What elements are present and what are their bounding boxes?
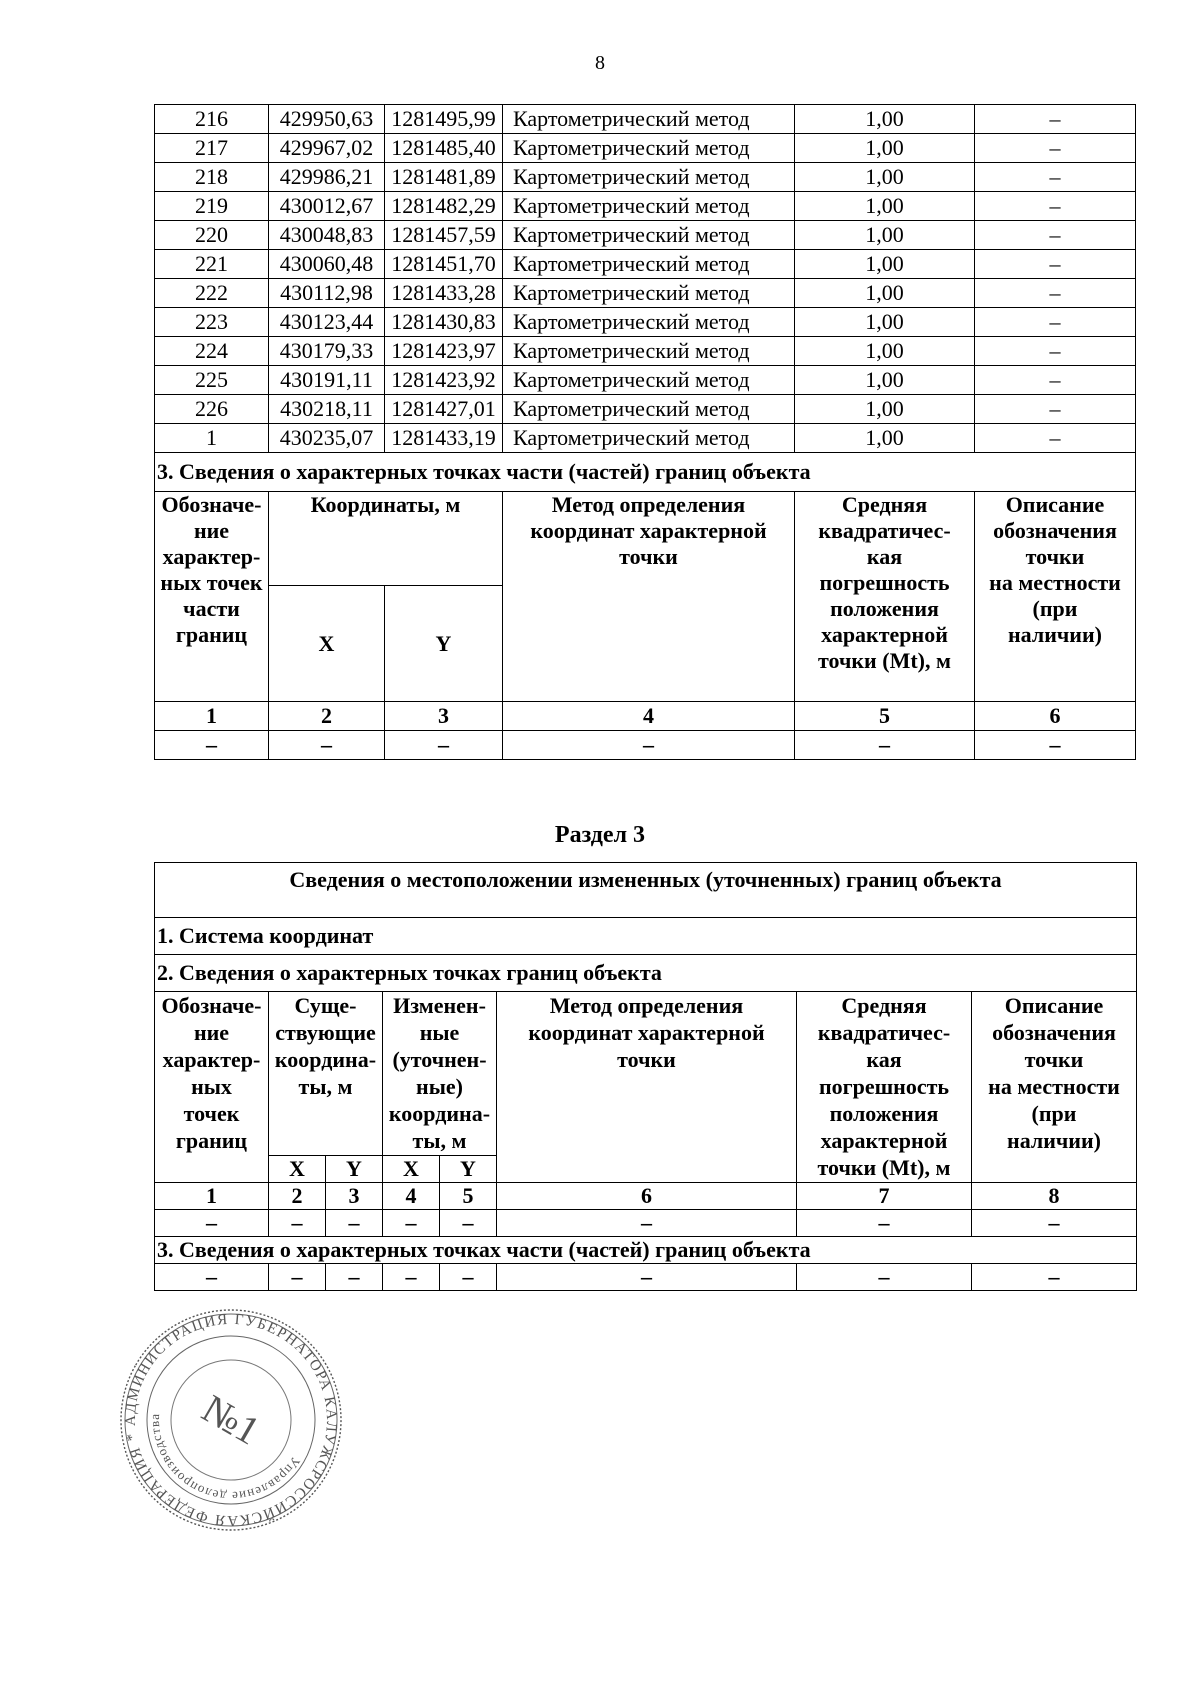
- point-id-cell: 224: [155, 337, 269, 366]
- empty-cell: –: [326, 1264, 383, 1291]
- table-title: Сведения о местоположении измененных (уточненных) границ объекта: [155, 863, 1137, 918]
- coord-y-cell: 1281433,28: [385, 279, 503, 308]
- empty-cell: –: [497, 1264, 797, 1291]
- empty-cell: –: [972, 1210, 1137, 1237]
- description-cell: –: [975, 366, 1136, 395]
- point-id-cell: 226: [155, 395, 269, 424]
- empty-cell: –: [797, 1210, 972, 1237]
- point-id-cell: 219: [155, 192, 269, 221]
- method-cell: Картометрический метод: [503, 395, 795, 424]
- description-cell: –: [975, 134, 1136, 163]
- header-error: Средняя квадратичес- кая погрешность положения характерной точки (Mt), м: [795, 492, 975, 702]
- col-number: 6: [497, 1183, 797, 1210]
- coord-x-cell: 430123,44: [269, 308, 385, 337]
- coord-y-cell: 1281427,01: [385, 395, 503, 424]
- empty-cell: –: [383, 1264, 440, 1291]
- table-row: [155, 279, 1136, 308]
- empty-cell: –: [385, 731, 503, 760]
- empty-cell: –: [503, 731, 795, 760]
- col-number: 8: [972, 1183, 1137, 1210]
- table-row: [155, 395, 1136, 424]
- stamp-outer-text: РОССИЙСКАЯ ФЕДЕРАЦИЯ * АДМИНИСТРАЦИЯ ГУБЕРНАТОРА КАЛУЖСКОЙ: [122, 1311, 340, 1529]
- description-cell: –: [975, 308, 1136, 337]
- coord-x-cell: 430191,11: [269, 366, 385, 395]
- description-cell: –: [975, 337, 1136, 366]
- header-x: X: [383, 1156, 440, 1183]
- col-number: 3: [326, 1183, 383, 1210]
- header-designation: Обозначе- ние характер- ных точек части границ: [155, 492, 269, 702]
- header-y: Y: [326, 1156, 383, 1183]
- empty-cell: –: [155, 731, 269, 760]
- header-changed-coords: Изменен- ные (уточнен- ные) координа- ты, м: [383, 992, 497, 1156]
- coord-y-cell: 1281451,70: [385, 250, 503, 279]
- table-row: [155, 192, 1136, 221]
- description-cell: –: [975, 250, 1136, 279]
- col-number: 1: [155, 1183, 269, 1210]
- parts-section-title: 3. Сведения о характерных точках части (частей) границ объекта: [155, 453, 1136, 492]
- point-id-cell: 220: [155, 221, 269, 250]
- points-table-body: [155, 105, 1136, 453]
- coord-x-cell: 430048,83: [269, 221, 385, 250]
- table-row: [155, 163, 1136, 192]
- col-number: 3: [385, 702, 503, 731]
- method-cell: Картометрический метод: [503, 105, 795, 134]
- method-cell: Картометрический метод: [503, 308, 795, 337]
- method-cell: Картометрический метод: [503, 366, 795, 395]
- description-cell: –: [975, 279, 1136, 308]
- point-id-cell: 1: [155, 424, 269, 453]
- coord-y-cell: 1281482,29: [385, 192, 503, 221]
- table-row: [155, 221, 1136, 250]
- coord-x-cell: 429950,63: [269, 105, 385, 134]
- section-title: Раздел 3: [554, 822, 646, 848]
- error-cell: 1,00: [795, 134, 975, 163]
- col-number: 6: [975, 702, 1136, 731]
- header-designation: Обозначе- ние характер- ных точек границ: [155, 992, 269, 1183]
- coord-y-cell: 1281485,40: [385, 134, 503, 163]
- coord-x-cell: 430012,67: [269, 192, 385, 221]
- description-cell: –: [975, 163, 1136, 192]
- method-cell: Картометрический метод: [503, 424, 795, 453]
- empty-cell: –: [795, 731, 975, 760]
- error-cell: 1,00: [795, 308, 975, 337]
- method-cell: Картометрический метод: [503, 221, 795, 250]
- col-number: 5: [795, 702, 975, 731]
- col-number: 2: [269, 702, 385, 731]
- table-row: [155, 337, 1136, 366]
- empty-cell: –: [440, 1264, 497, 1291]
- header-error: Средняя квадратичес- кая погрешность положения характерной точки (Mt), м: [797, 992, 972, 1183]
- coord-x-cell: 430235,07: [269, 424, 385, 453]
- coord-y-cell: 1281423,92: [385, 366, 503, 395]
- point-id-cell: 225: [155, 366, 269, 395]
- empty-cell: –: [972, 1264, 1137, 1291]
- header-y: Y: [385, 586, 503, 702]
- stamp-inner-text: Управление делопроизводства: [146, 1412, 304, 1505]
- coord-y-cell: 1281423,97: [385, 337, 503, 366]
- table-row: [155, 250, 1136, 279]
- header-description: Описание обозначения точки на местности (при наличии): [972, 992, 1137, 1183]
- points-section-title: 2. Сведения о характерных точках границ объекта: [155, 955, 1137, 992]
- point-id-cell: 221: [155, 250, 269, 279]
- table-row: [155, 308, 1136, 337]
- method-cell: Картометрический метод: [503, 279, 795, 308]
- description-cell: –: [975, 424, 1136, 453]
- empty-cell: –: [440, 1210, 497, 1237]
- official-stamp: [116, 1305, 346, 1535]
- empty-cell: –: [269, 1264, 326, 1291]
- page-number: 8: [595, 52, 605, 74]
- coord-x-cell: 429986,21: [269, 163, 385, 192]
- empty-cell: –: [497, 1210, 797, 1237]
- point-id-cell: 222: [155, 279, 269, 308]
- error-cell: 1,00: [795, 366, 975, 395]
- coord-x-cell: 430060,48: [269, 250, 385, 279]
- coord-y-cell: 1281430,83: [385, 308, 503, 337]
- coord-y-cell: 1281495,99: [385, 105, 503, 134]
- col-number: 1: [155, 702, 269, 731]
- error-cell: 1,00: [795, 337, 975, 366]
- point-id-cell: 217: [155, 134, 269, 163]
- header-existing-coords: Суще- ствующие координа- ты, м: [269, 992, 383, 1156]
- error-cell: 1,00: [795, 395, 975, 424]
- col-number: 5: [440, 1183, 497, 1210]
- empty-cell: –: [155, 1264, 269, 1291]
- method-cell: Картометрический метод: [503, 192, 795, 221]
- col-number: 2: [269, 1183, 326, 1210]
- description-cell: –: [975, 192, 1136, 221]
- method-cell: Картометрический метод: [503, 163, 795, 192]
- coord-y-cell: 1281481,89: [385, 163, 503, 192]
- coord-x-cell: 430112,98: [269, 279, 385, 308]
- empty-cell: –: [326, 1210, 383, 1237]
- header-coordinates: Координаты, м: [269, 492, 503, 586]
- error-cell: 1,00: [795, 279, 975, 308]
- empty-cell: –: [155, 1210, 269, 1237]
- method-cell: Картометрический метод: [503, 337, 795, 366]
- changed-boundaries-table: [154, 862, 1137, 1291]
- table-row: [155, 424, 1136, 453]
- error-cell: 1,00: [795, 221, 975, 250]
- col-number: 4: [503, 702, 795, 731]
- empty-cell: –: [797, 1264, 972, 1291]
- coord-x-cell: 430218,11: [269, 395, 385, 424]
- coord-y-cell: 1281457,59: [385, 221, 503, 250]
- description-cell: –: [975, 221, 1136, 250]
- error-cell: 1,00: [795, 192, 975, 221]
- error-cell: 1,00: [795, 424, 975, 453]
- point-id-cell: 216: [155, 105, 269, 134]
- header-y: Y: [440, 1156, 497, 1183]
- coord-y-cell: 1281433,19: [385, 424, 503, 453]
- points-table: [154, 104, 1136, 760]
- table-row: [155, 105, 1136, 134]
- stamp-number: №1: [194, 1385, 268, 1454]
- parts-section-title: 3. Сведения о характерных точках части (частей) границ объекта: [155, 1237, 1137, 1264]
- table-row: [155, 366, 1136, 395]
- header-description: Описание обозначения точки на местности (при наличии): [975, 492, 1136, 702]
- header-method: Метод определения координат характерной точки: [503, 492, 795, 702]
- error-cell: 1,00: [795, 163, 975, 192]
- method-cell: Картометрический метод: [503, 134, 795, 163]
- header-x: X: [269, 586, 385, 702]
- coord-system-title: 1. Система координат: [155, 918, 1137, 955]
- header-method: Метод определения координат характерной точки: [497, 992, 797, 1183]
- point-id-cell: 218: [155, 163, 269, 192]
- coord-x-cell: 430179,33: [269, 337, 385, 366]
- error-cell: 1,00: [795, 250, 975, 279]
- col-number: 4: [383, 1183, 440, 1210]
- col-number: 7: [797, 1183, 972, 1210]
- coord-x-cell: 429967,02: [269, 134, 385, 163]
- description-cell: –: [975, 395, 1136, 424]
- description-cell: –: [975, 105, 1136, 134]
- empty-cell: –: [269, 1210, 326, 1237]
- empty-cell: –: [975, 731, 1136, 760]
- error-cell: 1,00: [795, 105, 975, 134]
- table-row: [155, 134, 1136, 163]
- empty-cell: –: [383, 1210, 440, 1237]
- method-cell: Картометрический метод: [503, 250, 795, 279]
- point-id-cell: 223: [155, 308, 269, 337]
- empty-cell: –: [269, 731, 385, 760]
- header-x: X: [269, 1156, 326, 1183]
